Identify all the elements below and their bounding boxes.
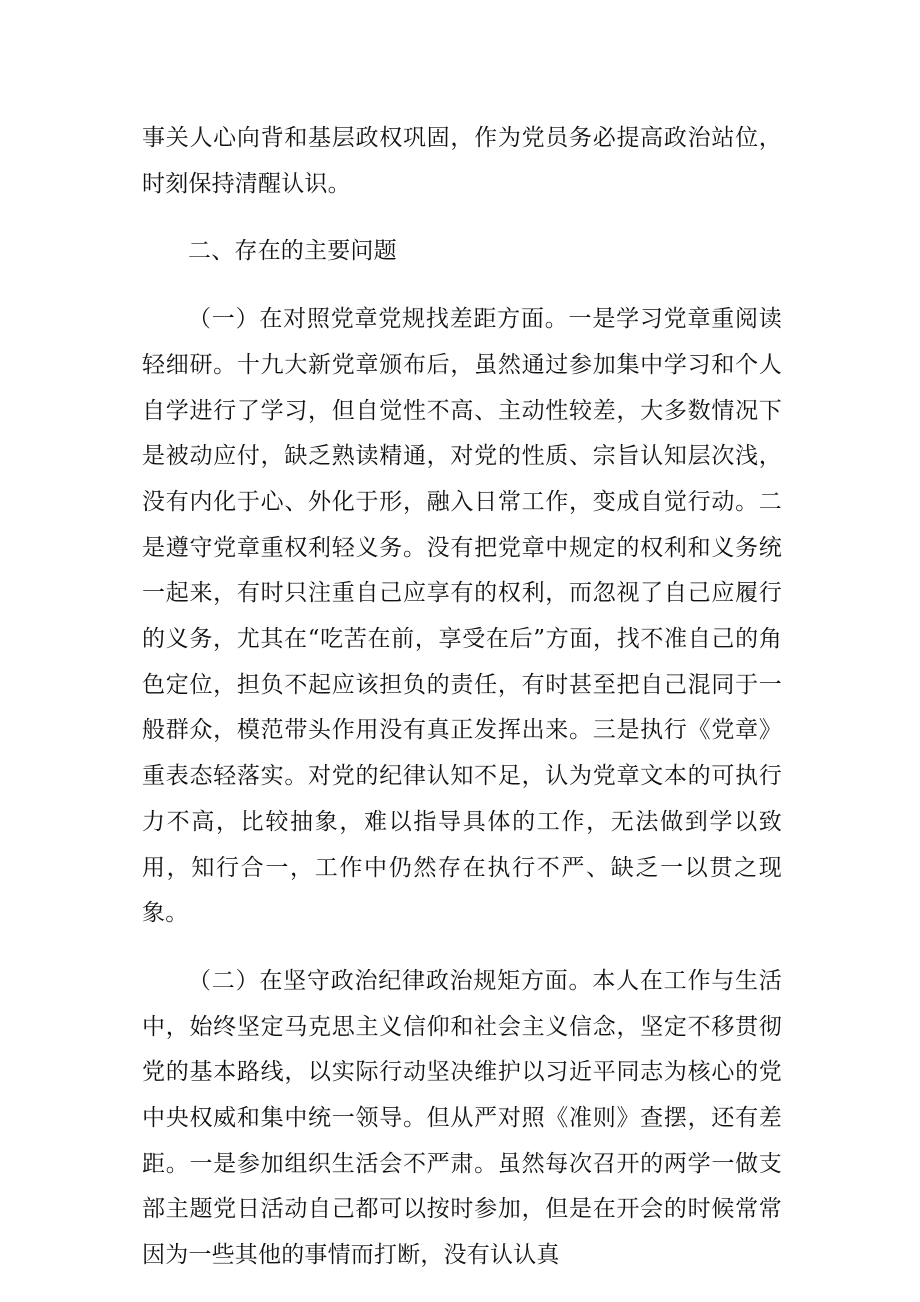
body-paragraph-2: （二）在坚守政治纪律政治规矩方面。本人在工作与生活中，始终坚定马克思主义信仰和社会主义信念，坚定不移贯彻党的基本路线，以实际行动坚决维护以习近平同志为核心的党中央权威和集中统一领导。但从严对照《准则》查摆，还有差距。一是参加组织生活会不严肃。虽然每次召开的两学一做支部主题党日活动自己都可以按时参加，但是在开会的时候常常因为一些其他的事情而打断，没有认认真 — [142, 967, 782, 1269]
section-heading: 二、存在的主要问题 — [188, 238, 397, 265]
body-paragraph-1: （一）在对照党章党规找差距方面。一是学习党章重阅读轻细研。十九大新党章颁布后，虽然通过参加集中学习和个人自学进行了学习，但自觉性不高、主动性较差，大多数情况下是被动应付，缺乏熟读精通，对党的性质、宗旨认知层次浅，没有内化于心、外化于形，融入日常工作，变成自觉行动。二是遵守党章重权利轻义务。没有把党章中规定的权利和义务统一起来，有时只注重自己应享有的权利，而忽视了自己应履行的义务，尤其在“吃苦在前，享受在后”方面，找不准自己的角色定位，担负不起应该担负的责任，有时甚至把自己混同于一般群众，模范带头作用没有真正发挥出来。三是执行《党章》重表态轻落实。对党的纪律认知不足，认为党章文本的可执行力不高，比较抽象，难以指导具体的工作，无法做到学以致用，知行合一，工作中仍然存在执行不严、缺乏一以贯之现象。 — [142, 306, 782, 927]
continued-paragraph: 事关人心向背和基层政权巩固，作为党员务必提高政治站位，时刻保持清醒认识。 — [142, 125, 782, 197]
document-body — [142, 116, 782, 1279]
